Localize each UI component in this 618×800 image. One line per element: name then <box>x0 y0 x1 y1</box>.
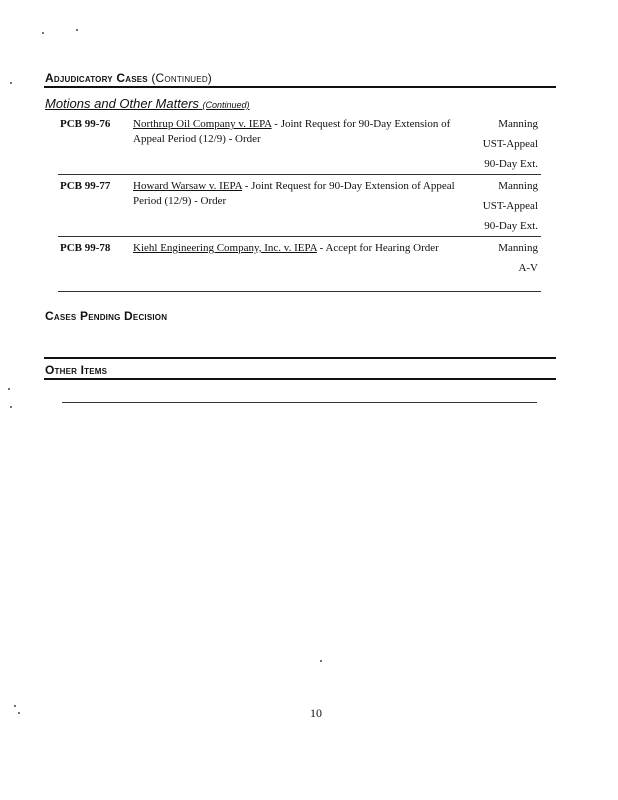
section-heading-other <box>45 363 107 377</box>
section-rule <box>44 378 556 380</box>
case-divider <box>58 236 541 237</box>
section-heading-adjudicatory <box>45 71 212 85</box>
case-description <box>133 117 463 147</box>
case-action-type: 90-Day Ext. <box>484 220 538 232</box>
section-heading-continued: (Continued) <box>151 71 212 85</box>
case-member: Manning <box>498 242 538 254</box>
scan-speck <box>10 82 12 84</box>
case-type: UST-Appeal <box>482 200 538 212</box>
subsection-heading-continued: (Continued) <box>202 100 250 110</box>
case-type: A-V <box>518 262 538 274</box>
scan-speck <box>42 32 44 34</box>
scan-speck <box>320 660 322 662</box>
section-rule <box>44 86 556 88</box>
subsection-heading-text: Motions and Other Matters <box>45 96 199 111</box>
case-number: PCB 99-76 <box>60 118 111 130</box>
section-heading-text: Other Items <box>45 363 108 377</box>
case-title-link[interactable]: Kiehl Engineering Company, Inc. v. IEPA <box>133 242 317 254</box>
case-number: PCB 99-77 <box>60 180 111 192</box>
case-type: UST-Appeal <box>482 138 538 150</box>
scan-speck <box>14 705 16 707</box>
case-number: PCB 99-78 <box>60 242 111 254</box>
case-action: - Joint Request for 90-Day Extension of Appeal Period (12/9) - Order <box>133 118 451 145</box>
section-divider <box>62 402 537 403</box>
section-heading-text: Adjudicatory Cases <box>45 71 148 85</box>
case-description <box>133 241 463 256</box>
case-right-column <box>428 238 538 278</box>
case-action-type: 90-Day Ext. <box>484 158 538 170</box>
case-right-column <box>428 114 538 174</box>
case-divider <box>58 174 541 175</box>
page-number: 10 <box>310 706 322 720</box>
scan-speck <box>76 29 78 31</box>
section-heading-pending <box>45 309 167 323</box>
case-right-column <box>428 176 538 236</box>
scan-speck <box>8 388 10 390</box>
case-action: - Accept for Hearing Order <box>316 242 439 254</box>
case-member: Manning <box>498 118 538 130</box>
case-title-link[interactable]: Northrup Oil Company v. IEPA <box>133 118 272 130</box>
case-description <box>133 179 463 209</box>
scan-speck <box>18 712 20 714</box>
case-action: - Joint Request for 90-Day Extension of Appeal Period (12/9) - Order <box>133 180 455 207</box>
subsection-heading-motions <box>45 96 250 111</box>
case-divider <box>58 291 541 292</box>
section-heading-text: Cases Pending Decision <box>45 309 168 323</box>
section-rule <box>44 357 556 359</box>
case-title-link[interactable]: Howard Warsaw v. IEPA <box>133 180 243 192</box>
case-member: Manning <box>498 180 538 192</box>
scan-speck <box>10 406 12 408</box>
